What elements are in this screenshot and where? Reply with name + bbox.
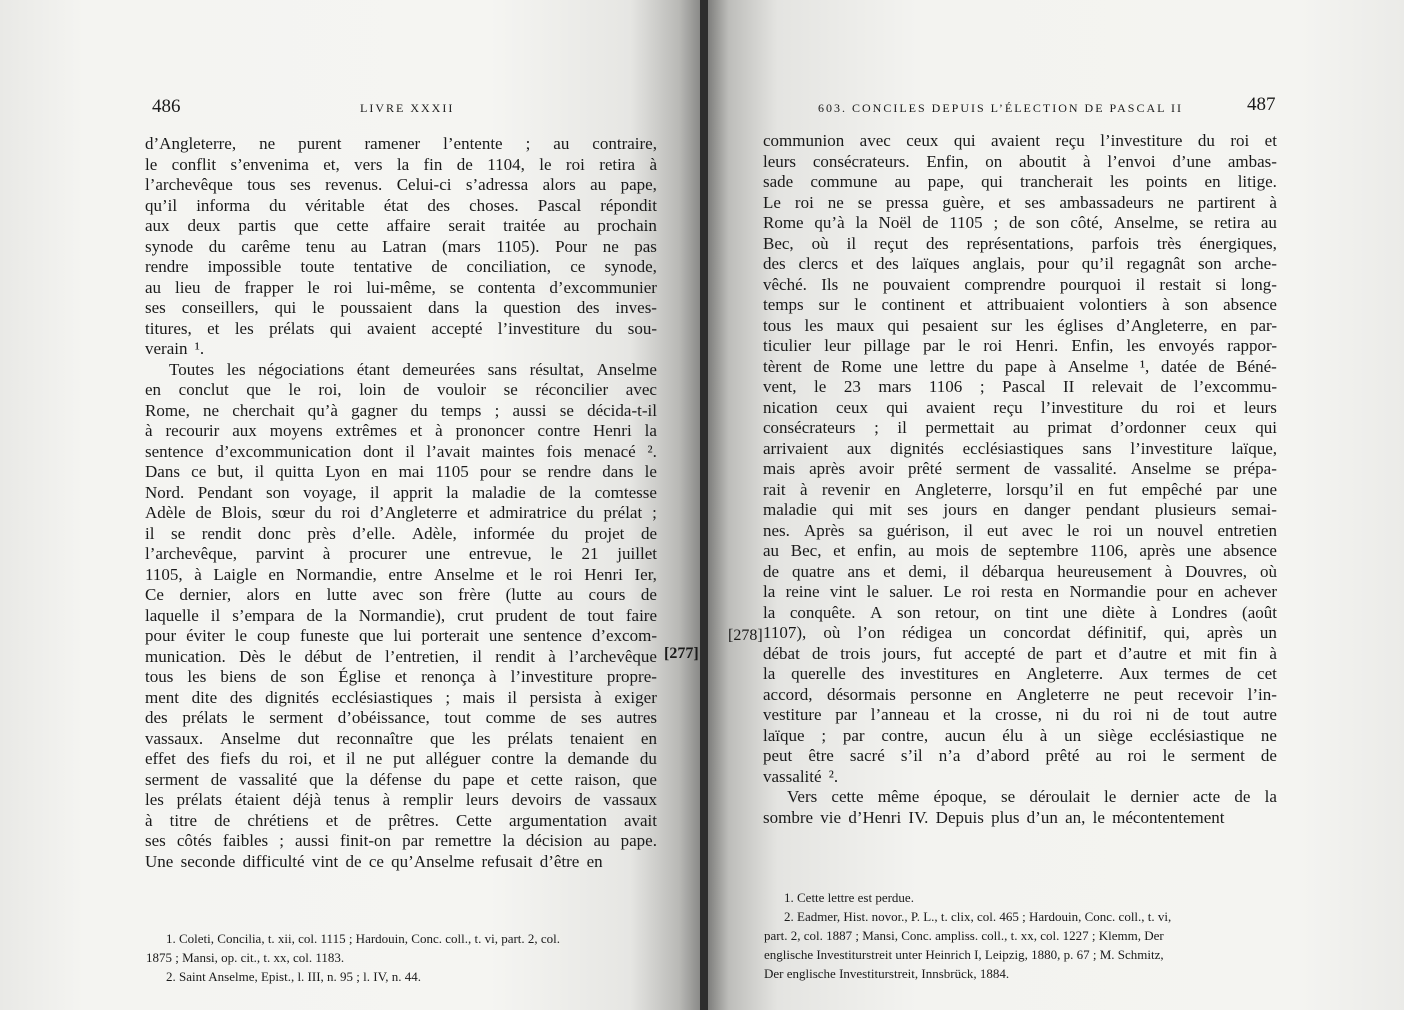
text-line: Bec, où il reçut des représentations, parfois très énergiques,: [763, 233, 1277, 253]
text-line: Le roi ne se pressa guère, et ses ambassadeurs ne partirent à: [763, 192, 1277, 212]
text-line: Dans ce but, il quitta Lyon en mai 1105 pour se rendre dans le: [145, 462, 657, 481]
text-line: la conquête. A son retour, on tint une diète à Londres (août: [763, 602, 1277, 622]
book-gutter: [700, 0, 708, 1010]
text-line: des clercs et des laïques anglais, pour qu’il regagnât son arche-: [763, 254, 1277, 273]
text-line: au lieu de frapper le roi lui-même, se contenta d’excommunier: [145, 277, 657, 297]
text-line: tous les maux qui pesaient sur les églises d’Angleterre, en par-: [763, 315, 1277, 335]
text-line: sombre vie d’Henri IV. Depuis plus d’un an, le mécontentement: [763, 807, 1225, 827]
text-line: Rome qu’à la Noël de 1105 ; de son côté, Anselme, se retira au: [763, 213, 1277, 232]
text-line: qu’il informa du véritable état des choses. Pascal répondit: [145, 195, 657, 215]
text-line: Vers cette même époque, se déroulait le dernier acte de la: [787, 787, 1277, 806]
text-line: accord, désormais personne en Angleterre ne peut recevoir l’in-: [763, 684, 1277, 704]
text-line: Nord. Pendant son voyage, il apprit la maladie de la comtesse: [145, 482, 657, 502]
text-line: l’archevêque tous ses revenus. Celui-ci s’adressa alors au pape,: [145, 175, 657, 194]
text-line: d’Angleterre, ne purent ramener l’entente ; au contraire,: [145, 134, 657, 153]
right-running-title: 603. CONCILES DEPUIS L’ÉLECTION DE PASCAL II: [818, 101, 1184, 115]
text-line: tèrent de Rome une lettre du pape à Anselme ¹, datée de Béné-: [763, 356, 1277, 376]
right-body-text: [763, 131, 1277, 828]
text-line: au Bec, et enfin, au mois de septembre 1106, après une absence: [763, 541, 1277, 560]
footnote-line: 1. Coleti, Concilia, t. xii, col. 1115 ; Hardouin, Conc. coll., t. vi, part. 2, col.: [166, 931, 561, 946]
text-line: sade commune au pape, qui trancherait les points en litige.: [763, 172, 1277, 191]
footnote-line: Der englische Investiturstreit, Innsbrück, 1884.: [764, 966, 1010, 981]
text-line: rendre impossible toute tentative de conciliation, ce synode,: [145, 257, 657, 276]
text-line: mais après avoir prêté serment de vassalité. Anselme se prépa-: [763, 459, 1277, 478]
text-line: synode du carême tenu au Latran (mars 1105). Pour ne pas: [145, 236, 657, 256]
text-line: laïque ; par contre, aucun élu à un siège ecclésiastique ne: [763, 725, 1277, 745]
text-line: 1107), où l’on rédigea un concordat définitif, qui, après un: [763, 623, 1277, 642]
text-line: ses côtés faibles ; aussi finit-on par remettre la décision au pape.: [145, 831, 657, 850]
text-line: vêché. Ils ne pouvaient comprendre pourquoi il restait si long-: [763, 274, 1277, 294]
text-line: consécrateurs ; il permettait au primat d’ordonner ceux qui: [763, 418, 1277, 437]
text-line: munication. Dès le début de l’entretien, il rendit à l’archevêque: [145, 646, 657, 666]
text-line: le conflit s’envenima et, vers la fin de 1104, le roi retira à: [145, 154, 657, 174]
text-line: vassaux. Anselme dut reconnaître que les prélats tenaient en: [145, 728, 657, 748]
footnote-line: 1. Cette lettre est perdue.: [784, 890, 914, 905]
text-line: la querelle des investitures en Angleterre. Aux termes de cet: [763, 664, 1277, 683]
text-line: débat de trois jours, fut accepté de part et d’autre et mit fin à: [763, 643, 1277, 663]
text-line: laquelle il s’empara de la Normandie), crut prudent de tout faire: [145, 605, 657, 625]
text-line: ment dite des dignités ecclésiastiques ; mais il persista à exiger: [145, 687, 657, 707]
text-line: peut être sacré s’il n’a d’abord prêté au roi le serment de: [763, 746, 1277, 765]
text-line: les prélats étaient déjà tenus à remplir leurs devoirs de vassaux: [145, 790, 657, 809]
text-line: la reine vint le saluer. Le roi resta en Normandie pour en achever: [763, 582, 1277, 601]
text-line: Toutes les négociations étant demeurées sans résultat, Anselme: [169, 359, 657, 379]
text-line: ticulier leur pillage par le roi Henri. Enfin, les envoyés rappor-: [763, 336, 1277, 355]
text-line: vassalité ².: [763, 766, 839, 786]
left-page: [0, 0, 700, 1010]
text-line: nes. Après sa guérison, il eut avec le roi un nouvel entretien: [763, 520, 1277, 540]
text-line: 1105, à Laigle en Normandie, entre Anselme et le roi Henri Ier,: [145, 564, 657, 584]
text-line: Une seconde difficulté vint de ce qu’Anselme refusait d’être en: [145, 851, 603, 871]
left-footnotes: [146, 929, 656, 986]
text-line: leurs consécrateurs. Enfin, on aboutit à l’envoi d’une ambas-: [763, 151, 1277, 171]
text-line: arrivaient aux dignités ecclésiastiques sans l’investiture laïque,: [763, 438, 1277, 458]
text-line: vestiture par l’anneau et la crosse, ni du roi ni de tout autre: [763, 705, 1277, 724]
text-line: vent, le 23 mars 1106 ; Pascal II relevait de l’excommu-: [763, 377, 1277, 396]
text-line: il se rendit donc près d’elle. Adèle, informée du projet de: [145, 523, 657, 543]
text-line: tous les biens de son Église et renonça à l’investiture propre-: [145, 667, 657, 686]
left-running-title: LIVRE XXXII: [360, 101, 455, 115]
text-line: effet des fiefs du roi, et il ne put alléguer contre la demande du: [145, 749, 657, 768]
footnote-line: 1875 ; Mansi, op. cit., t. xx, col. 1183.: [146, 950, 345, 965]
text-line: rait à revenir en Angleterre, lorsqu’il en fut empêché par une: [763, 479, 1277, 499]
text-line: aux deux partis que cette affaire serait traitée au prochain: [145, 216, 657, 235]
text-line: Adèle de Blois, sœur du roi d’Angleterre et admiratrice du prélat ;: [145, 503, 657, 522]
footnote-line: 2. Saint Anselme, Epist., l. III, n. 95 ; l. IV, n. 44.: [166, 969, 422, 984]
text-line: serment de vassalité que la défense du pape et cette raison, que: [145, 769, 657, 789]
right-footnotes: [764, 888, 1278, 983]
text-line: maladie qui mit ses jours en danger pendant plusieurs semai-: [763, 500, 1277, 519]
text-line: titures, et les prélats qui avaient accepté l’investiture du sou-: [145, 318, 657, 338]
text-line: verain ¹.: [145, 339, 205, 358]
footnote-line: part. 2, col. 1887 ; Mansi, Conc. ampliss. coll., t. xx, col. 1227 ; Klemm, Der: [764, 928, 1164, 943]
left-page-number: 486: [152, 96, 181, 117]
text-line: communion avec ceux qui avaient reçu l’investiture du roi et: [763, 131, 1277, 150]
text-line: des prélats le serment d’obéissance, tout comme de ses autres: [145, 708, 657, 727]
text-line: pour éviter le coup funeste que lui porterait une sentence d’excom-: [145, 626, 657, 645]
text-line: nication ceux qui avaient reçu l’investiture du roi et leurs: [763, 397, 1277, 417]
text-line: de quatre ans et demi, il débarqua heureusement à Douvres, où: [763, 561, 1277, 581]
right-page-number: 487: [1247, 94, 1276, 115]
text-line: à titre de chrétiens et de prêtres. Cette argumentation avait: [145, 810, 657, 830]
text-line: à recourir aux moyens extrêmes et à prononcer contre Henri la: [145, 421, 657, 440]
left-body-text: [145, 134, 657, 872]
right-margin-reference: [278]: [728, 627, 763, 644]
right-page: [708, 0, 1404, 1010]
text-line: Ce dernier, alors en lutte avec son frère (lutte au cours de: [145, 585, 657, 604]
text-line: Rome, ne cherchait qu’à gagner du temps ; aussi se décida-t-il: [145, 400, 657, 420]
left-margin-reference: [277]: [664, 645, 699, 662]
text-line: sentence d’excommunication dont il l’avait maintes fois menacé ².: [145, 441, 657, 461]
text-line: en conclut que le roi, loin de vouloir se réconcilier avec: [145, 380, 657, 399]
footnote-line: 2. Eadmer, Hist. novor., P. L., t. clix, col. 465 ; Hardouin, Conc. coll., t. vi,: [784, 909, 1172, 924]
text-line: l’archevêque, parvint à procurer une entrevue, le 21 juillet: [145, 544, 657, 563]
text-line: temps sur le continent et attribuaient volontiers à son absence: [763, 295, 1277, 314]
footnote-line: englische Investiturstreit unter Heinrich I, Leipzig, 1880, p. 67 ; M. Schmitz,: [764, 947, 1164, 962]
text-line: ses conseillers, qui le poussaient dans la question des inves-: [145, 298, 657, 317]
